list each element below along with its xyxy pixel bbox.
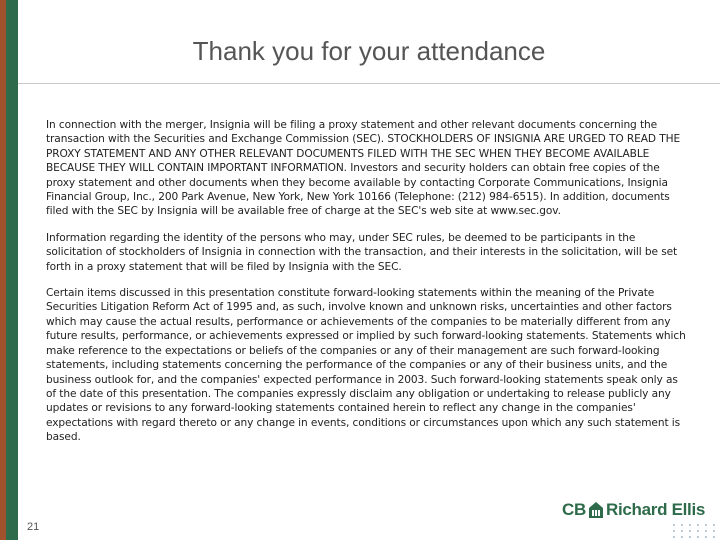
- page-number: 21: [27, 521, 40, 533]
- paragraph-proxy-statement: In connection with the merger, Insignia will be filing a proxy statement and other relevant documents concerning the transaction with the Securities and Exchange Commission (SEC). STOCKHOLDERS OF INSIGNIA ARE URGED TO READ THE PROXY STATEMENT AND ANY OTHER RELEVANT DOCUMENTS FILED WITH THE SEC WHEN THEY BECOME AVAILABLE BECAUSE THEY WILL CONTAIN IMPORTANT INFORMATION. Investors and security holders can obtain free copies of the proxy statement and other documents when they become available by contacting Corporate Communications, Insignia Financial Group, Inc., 200 Park Avenue, New York, New York 10166 (Telephone: (212) 984-6515). In addition, documents filed with the SEC by Insignia will be available free of charge at the SEC's web site at www.sec.gov.: [46, 119, 681, 218]
- building-icon: [589, 502, 603, 518]
- paragraph-forward-looking: Certain items discussed in this presentation constitute forward-looking statements within the meaning of the Private Securities Litigation Reform Act of 1995 and, as such, involve known and unknown risks, uncertainties and other factors which may cause the actual results, performance or achievements of the companies to be materially different from any future results, performance, or achievements expressed or implied by such forward-looking statements. Statements which make reference to the expectations or beliefs of the companies or any of their management are such forward-looking statements, including statements concerning the performance of the companies or any of their business units, and the business outlook for, and the companies' expected performance in 2003. Such forward-looking statements speak only as of the date of this presentation. The companies expressly disclaim any obligation or undertaking to release publicly any updates or revisions to any forward-looking statements contained herein to reflect any change in the companies' expectations with regard thereto or any change in events, conditions or circumstances upon which any such statement is based.: [46, 287, 686, 444]
- left-accent-bar-green: [6, 0, 18, 540]
- page-title: Thank you for your attendance: [192, 36, 546, 66]
- paragraph-participants: Information regarding the identity of the persons who may, under SEC rules, be deemed to be participants in the solicitation of stockholders of Insignia in connection with the transaction, and their interests in the solicitation, will be set forth in a proxy statement that will be filed by Insignia with the SEC.: [46, 231, 678, 273]
- logo-text-cb: CB: [562, 500, 586, 519]
- disclaimer-body: [46, 118, 686, 457]
- decorative-dot-grid: [670, 522, 716, 538]
- title-divider: [18, 83, 720, 84]
- company-logo: [562, 500, 705, 520]
- logo-text-richard-ellis: Richard Ellis: [605, 500, 706, 519]
